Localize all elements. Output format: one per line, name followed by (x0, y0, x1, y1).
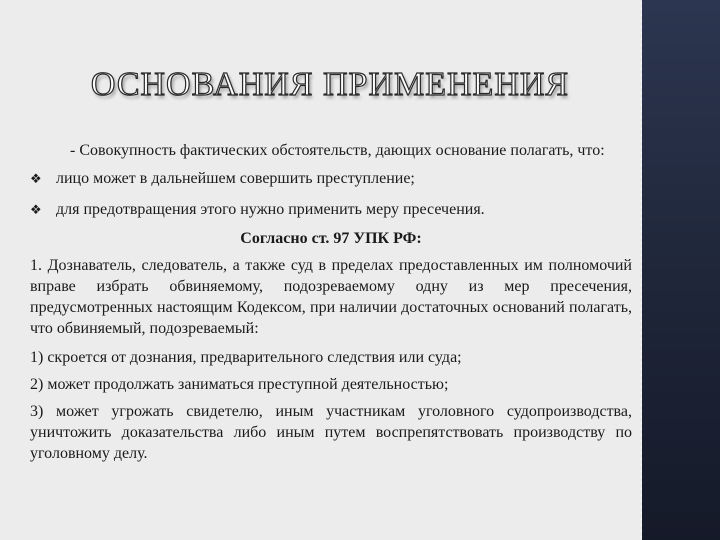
paragraph: 2) может продолжать заниматься преступной деятельностью; (30, 376, 449, 393)
bullet-item (30, 168, 632, 189)
law-reference: Согласно ст. 97 УПК РФ: (240, 230, 422, 247)
intro-text: - Совокупность фактических обстоятельств, дающих основание полагать, что: (70, 142, 605, 159)
paragraph: 3) может угрожать свидетелю, иным участникам уголовного судопроизводства, уничтожить доказательства либо иным путем воспрепятствовать производству по уголовному делу. (30, 403, 632, 462)
bullet-text: для предотвращения этого нужно применить меру пресечения. (56, 201, 485, 218)
diamond-bullet-icon: ❖ (30, 202, 42, 217)
slide-body (30, 140, 632, 470)
paragraph: 1. Дознаватель, следователь, а также суд в пределах предоставленных им полномочий вправе избрать обвиняемому, подозреваемому одну из мер пресечения, предусмотренных настоящим Кодексом, при наличии достаточных оснований полагать, что обвиняемый, подозреваемый: (30, 257, 632, 337)
bullet-text: лицо может в дальнейшем совершить преступление; (56, 170, 415, 187)
diamond-bullet-icon: ❖ (30, 171, 42, 186)
slide-title: ОСНОВАНИЯ ПРИМЕНЕНИЯ (90, 66, 570, 103)
bullet-item (30, 199, 632, 220)
paragraph: 1) скроется от дознания, предварительного следствия или суда; (30, 349, 462, 366)
side-panel (642, 0, 720, 540)
